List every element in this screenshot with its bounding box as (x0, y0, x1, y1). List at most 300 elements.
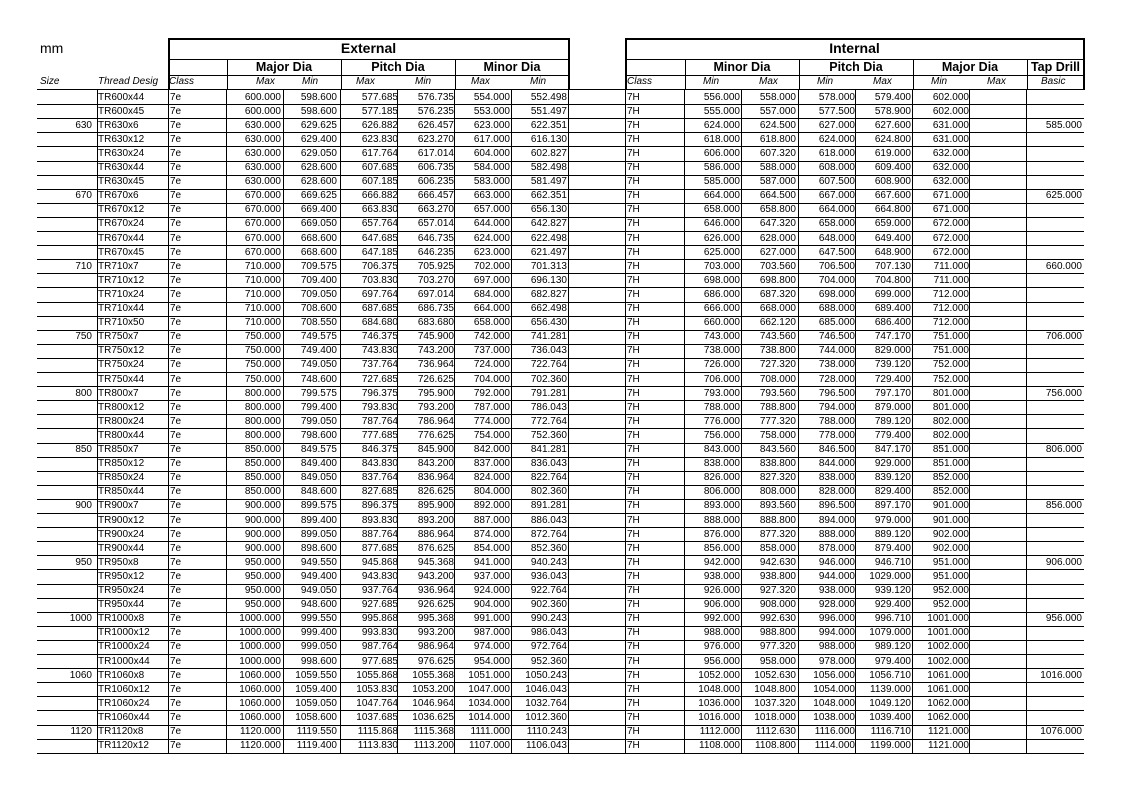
int-class-cell: 7H (627, 486, 640, 498)
int-class-cell: 7H (627, 246, 640, 258)
ext-major-max-subheader: Max (256, 76, 275, 87)
size-cell (38, 317, 92, 329)
int-major-max-cell (971, 190, 1025, 202)
ext-minor-min-subheader: Min (530, 76, 547, 87)
int-major-max-cell (971, 430, 1025, 442)
int-class-cell: 7H (627, 204, 640, 216)
ext-class-cell: 7e (170, 740, 182, 752)
tap-drill-cell: 956.000 (1045, 613, 1082, 625)
int-minor-min-cell: 806.000 (703, 486, 740, 498)
size-cell: 1060 (69, 669, 92, 681)
tap-drill-cell (1028, 486, 1082, 498)
ext-minor-max-cell: 584.000 (473, 162, 510, 173)
int-minor-max-cell: 698.800 (759, 274, 796, 286)
ext-pitch-min-cell: 895.900 (417, 500, 454, 512)
int-minor-max-cell: 1048.800 (754, 683, 796, 695)
ext-major-min-cell: 1119.550 (296, 726, 337, 737)
ext-minor-dia-header: Minor Dia (483, 60, 541, 74)
ext-pitch-max-subheader: Max (356, 76, 375, 87)
thread-desig-cell: TR800x12 (98, 401, 145, 413)
ext-minor-min-cell: 940.243 (530, 556, 567, 568)
ext-pitch-max-cell: 796.375 (361, 387, 398, 399)
ext-minor-min-cell: 1012.360 (525, 711, 567, 723)
ext-minor-min-cell: 802.360 (530, 486, 567, 498)
int-major-min-subheader: Min (931, 76, 948, 87)
ext-pitch-min-cell: 893.200 (417, 514, 454, 526)
int-major-min-cell: 801.000 (932, 401, 969, 413)
ext-pitch-max-cell: 1055.868 (356, 669, 398, 681)
ext-major-min-cell: 849.575 (300, 444, 337, 455)
tap-drill-cell (1028, 374, 1082, 386)
int-minor-max-cell: 627.000 (759, 246, 796, 258)
tap-drill-cell (1028, 472, 1082, 484)
size-cell: 900 (75, 500, 92, 512)
int-minor-max-cell: 977.320 (759, 641, 796, 653)
ext-major-min-cell: 598.600 (300, 91, 337, 103)
thread-desig-cell: TR670x44 (98, 232, 145, 244)
int-class-cell: 7H (627, 147, 640, 159)
int-major-max-cell (971, 529, 1025, 541)
ext-pitch-min-cell: 705.925 (417, 260, 454, 272)
ext-pitch-min-cell: 826.625 (417, 486, 454, 498)
ext-minor-max-cell: 787.000 (473, 401, 510, 413)
int-major-max-cell (971, 599, 1025, 611)
ext-minor-max-cell: 824.000 (473, 472, 510, 484)
int-minor-min-cell: 585.000 (703, 176, 740, 188)
ext-pitch-max-cell: 666.882 (361, 190, 398, 202)
tap-drill-cell: 906.000 (1045, 556, 1082, 568)
ext-minor-max-cell: 644.000 (473, 218, 510, 230)
tap-drill-cell (1028, 162, 1082, 174)
int-major-min-cell: 602.000 (932, 91, 969, 103)
int-pitch-max-cell: 829.400 (874, 486, 911, 498)
int-minor-min-cell: 793.000 (703, 387, 740, 399)
ext-pitch-max-cell: 697.764 (361, 288, 398, 300)
int-pitch-max-cell: 1139.000 (870, 683, 911, 695)
ext-pitch-max-cell: 657.764 (361, 218, 398, 230)
int-minor-max-cell: 557.000 (759, 105, 796, 117)
ext-minor-min-cell: 1032.764 (525, 697, 567, 709)
size-cell: 800 (75, 387, 92, 399)
int-major-min-cell: 632.000 (932, 176, 969, 188)
ext-major-min-cell: 668.600 (300, 232, 337, 244)
ext-minor-max-cell: 684.000 (473, 288, 510, 300)
ext-major-min-cell: 1059.400 (295, 683, 337, 695)
int-pitch-max-cell: 689.400 (874, 303, 911, 314)
int-class-cell: 7H (627, 415, 640, 427)
ext-major-min-cell: 628.600 (300, 176, 337, 188)
ext-minor-min-cell: 741.281 (530, 331, 567, 343)
ext-pitch-min-cell: 1053.200 (412, 683, 454, 695)
ext-minor-min-cell: 736.043 (530, 345, 567, 357)
int-minor-max-cell: 1037.320 (754, 697, 796, 709)
ext-minor-max-cell: 583.000 (473, 176, 510, 188)
int-pitch-min-cell: 1056.000 (813, 669, 855, 681)
size-cell (38, 359, 92, 371)
ext-minor-max-cell: 924.000 (473, 585, 510, 596)
ext-class-cell: 7e (170, 726, 182, 737)
tap-drill-cell (1028, 218, 1082, 230)
ext-minor-min-cell: 581.497 (530, 176, 567, 188)
ext-pitch-min-cell: 795.900 (417, 387, 454, 399)
size-cell (38, 684, 92, 696)
ext-class-cell: 7e (170, 246, 182, 258)
int-pitch-max-cell: 699.000 (874, 288, 911, 300)
int-pitch-max-cell: 686.400 (874, 317, 911, 329)
ext-pitch-min-cell: 576.235 (417, 105, 454, 117)
ext-pitch-max-cell: 1047.764 (356, 697, 398, 709)
ext-class-cell: 7e (170, 683, 182, 695)
ext-major-min-cell: 949.050 (300, 585, 337, 596)
thread-desig-cell: TR600x44 (98, 91, 145, 103)
int-pitch-min-cell: 1048.000 (813, 697, 855, 709)
int-minor-min-cell: 876.000 (703, 528, 740, 540)
int-class-subheader: Class (627, 76, 653, 87)
ext-major-min-cell: 899.575 (300, 500, 337, 512)
ext-class-cell: 7e (170, 697, 182, 709)
ext-minor-max-cell: 604.000 (473, 147, 510, 159)
ext-pitch-min-cell: 626.457 (417, 119, 454, 131)
int-minor-min-cell: 626.000 (703, 232, 740, 244)
ext-class-cell: 7e (170, 458, 182, 470)
ext-pitch-max-cell: 1053.830 (356, 683, 398, 695)
ext-pitch-min-cell: 617.014 (417, 147, 454, 159)
ext-major-min-cell: 849.050 (300, 472, 337, 484)
ext-minor-max-cell: 887.000 (473, 514, 510, 526)
size-cell (38, 303, 92, 315)
ext-pitch-max-cell: 617.764 (361, 147, 398, 159)
ext-major-min-cell: 899.050 (300, 528, 337, 540)
int-pitch-min-cell: 894.000 (818, 514, 855, 526)
int-minor-min-cell: 888.000 (703, 514, 740, 526)
ext-pitch-min-cell: 945.368 (417, 556, 454, 568)
int-pitch-min-cell: 1114.000 (814, 740, 855, 752)
int-class-cell: 7H (627, 232, 640, 244)
ext-major-min-cell: 708.600 (300, 303, 337, 314)
int-major-max-cell (971, 416, 1025, 428)
int-pitch-max-cell: 839.120 (874, 472, 911, 484)
ext-class-cell: 7e (170, 542, 182, 554)
int-major-min-cell: 951.000 (932, 556, 969, 568)
int-class-cell: 7H (627, 585, 640, 596)
ext-major-divider (227, 59, 228, 90)
ext-minor-min-cell: 836.043 (530, 458, 567, 470)
int-class-cell: 7H (627, 288, 640, 300)
int-minor-min-cell: 1036.000 (698, 697, 740, 709)
ext-pitch-min-cell: 606.235 (417, 176, 454, 188)
ext-pitch-max-cell: 1115.868 (357, 726, 398, 737)
ext-major-max-cell: 850.000 (244, 444, 281, 455)
int-minor-max-cell: 808.000 (759, 486, 796, 498)
int-minor-min-cell: 624.000 (703, 119, 740, 131)
ext-major-max-cell: 1000.000 (239, 655, 281, 667)
ext-pitch-min-cell: 666.457 (417, 190, 454, 202)
ext-major-min-cell: 748.600 (300, 373, 337, 385)
int-pitch-min-cell: 648.000 (818, 232, 855, 244)
int-minor-min-cell: 826.000 (703, 472, 740, 484)
ext-minor-max-cell: 941.000 (473, 556, 510, 568)
int-major-max-cell (971, 148, 1025, 160)
ext-minor-max-cell: 991.000 (473, 613, 510, 625)
thread-desig-cell: TR1000x12 (98, 627, 150, 639)
ext-major-min-cell: 949.400 (300, 570, 337, 582)
ext-pitch-min-cell: 995.368 (417, 613, 454, 625)
int-pitch-max-cell: 627.600 (874, 119, 911, 131)
int-class-cell: 7H (627, 570, 640, 582)
ext-class-cell: 7e (170, 585, 182, 596)
ext-minor-min-cell: 722.764 (530, 359, 567, 371)
int-pitch-max-cell: 847.170 (874, 444, 911, 455)
int-pitch-min-cell: 698.000 (818, 288, 855, 300)
int-minor-min-cell: 625.000 (703, 246, 740, 258)
int-pitch-max-cell: 779.400 (874, 429, 911, 441)
int-minor-min-cell: 606.000 (703, 147, 740, 159)
int-pitch-min-cell: 944.000 (818, 570, 855, 582)
size-cell (38, 698, 92, 710)
int-pitch-max-cell: 667.600 (874, 190, 911, 202)
int-major-min-cell: 751.000 (932, 345, 969, 357)
int-major-max-cell (971, 641, 1025, 653)
tap-drill-cell (1028, 402, 1082, 414)
ext-pitch-min-cell: 786.964 (417, 415, 454, 427)
ext-major-min-cell: 949.550 (300, 556, 337, 568)
thread-desig-cell: TR800x7 (98, 387, 139, 399)
size-cell: 630 (75, 119, 92, 131)
int-class-cell: 7H (627, 726, 640, 737)
int-major-max-cell (971, 261, 1025, 273)
int-pitch-max-cell: 704.800 (874, 274, 911, 286)
size-cell (38, 585, 92, 597)
tap-drill-cell (1028, 599, 1082, 611)
int-minor-max-cell: 1112.630 (755, 726, 796, 737)
thread-desig-cell: TR630x24 (98, 147, 145, 159)
ext-class-cell: 7e (170, 641, 182, 653)
thread-desig-subheader: Thread Desig (98, 76, 159, 87)
ext-major-max-cell: 1000.000 (239, 627, 281, 639)
thread-desig-cell: TR800x24 (98, 415, 145, 427)
thread-desig-cell: TR1000x24 (98, 641, 150, 653)
int-class-cell: 7H (627, 697, 640, 709)
int-major-max-cell (971, 233, 1025, 245)
ext-major-max-cell: 850.000 (244, 458, 281, 470)
ext-class-cell: 7e (170, 613, 182, 625)
ext-class-cell: 7e (170, 331, 182, 343)
int-major-min-cell: 901.000 (932, 500, 969, 512)
thread-desig-cell: TR900x7 (98, 500, 139, 512)
thread-desig-cell: TR950x12 (98, 570, 145, 582)
int-class-cell: 7H (627, 444, 640, 455)
thread-desig-cell: TR1120x8 (98, 726, 144, 737)
ext-pitch-min-cell: 845.900 (417, 444, 454, 455)
ext-major-max-cell: 950.000 (244, 585, 281, 596)
tap-drill-cell (1028, 92, 1082, 104)
ext-major-min-cell: 709.050 (300, 288, 337, 300)
ext-pitch-max-cell: 995.868 (361, 613, 398, 625)
int-minor-max-cell: 658.800 (759, 204, 796, 216)
ext-major-min-cell: 1119.400 (296, 740, 337, 752)
int-major-max-cell (971, 458, 1025, 470)
ext-minor-max-cell: 754.000 (473, 429, 510, 441)
ext-major-min-cell: 849.400 (300, 458, 337, 470)
ext-major-max-cell: 1060.000 (239, 697, 281, 709)
int-minor-max-cell: 588.000 (759, 162, 796, 173)
int-pitch-max-cell: 1116.710 (870, 726, 911, 737)
int-class-cell: 7H (627, 542, 640, 554)
ext-class-cell: 7e (170, 91, 182, 103)
ext-minor-max-cell: 837.000 (473, 458, 510, 470)
internal-group-line (625, 59, 1084, 60)
ext-pitch-max-cell: 896.375 (361, 500, 398, 512)
thread-desig-cell: TR1060x44 (98, 711, 150, 723)
int-minor-max-cell: 587.000 (759, 176, 796, 188)
size-cell (38, 656, 92, 668)
int-minor-min-cell: 743.000 (703, 331, 740, 343)
ext-class-cell: 7e (170, 627, 182, 639)
int-major-max-cell (971, 684, 1025, 696)
int-minor-min-cell: 646.000 (703, 218, 740, 230)
ext-pitch-min-cell: 606.735 (417, 162, 454, 173)
ext-minor-max-cell: 623.000 (473, 119, 510, 131)
ext-minor-min-cell: 1106.043 (526, 740, 567, 752)
ext-major-min-cell: 749.050 (300, 359, 337, 371)
tap-drill-cell: 1076.000 (1040, 726, 1082, 737)
int-minor-max-cell: 843.560 (759, 444, 796, 455)
size-cell (38, 641, 92, 653)
ext-minor-min-cell: 772.764 (530, 415, 567, 427)
int-major-min-cell: 672.000 (932, 232, 969, 244)
ext-minor-min-cell: 616.130 (530, 133, 567, 145)
int-class-cell: 7H (627, 345, 640, 357)
ext-pitch-min-cell: 926.625 (417, 599, 454, 611)
ext-class-cell: 7e (170, 387, 182, 399)
int-minor-max-cell: 558.000 (759, 91, 796, 103)
int-minor-min-cell: 738.000 (703, 345, 740, 357)
tap-basic-subheader: Basic (1041, 76, 1066, 87)
tap-drill-cell: 756.000 (1045, 387, 1082, 399)
int-major-min-cell: 672.000 (932, 246, 969, 258)
int-major-max-cell (971, 712, 1025, 724)
size-cell (38, 148, 92, 160)
ext-pitch-min-cell: 793.200 (417, 401, 454, 413)
ext-major-max-cell: 950.000 (244, 570, 281, 582)
ext-class-cell: 7e (170, 500, 182, 512)
int-pitch-min-cell: 667.000 (818, 190, 855, 202)
int-class-cell: 7H (627, 401, 640, 413)
ext-pitch-max-cell: 937.764 (361, 585, 398, 596)
int-minor-min-cell: 988.000 (703, 627, 740, 639)
thread-desig-cell: TR670x6 (98, 190, 139, 202)
tap-drill-cell (1028, 303, 1082, 315)
size-cell (38, 247, 92, 259)
thread-desig-cell: TR900x44 (98, 542, 145, 554)
int-minor-min-cell: 942.000 (703, 556, 740, 568)
int-major-min-cell: 1001.000 (927, 613, 969, 625)
ext-pitch-max-cell: 684.680 (361, 317, 398, 329)
ext-major-max-cell: 1060.000 (239, 669, 281, 681)
ext-major-max-cell: 670.000 (244, 190, 281, 202)
int-minor-dia-header: Minor Dia (713, 60, 771, 74)
ext-major-dia-header: Major Dia (255, 60, 313, 74)
ext-major-min-cell: 999.550 (300, 613, 337, 625)
ext-pitch-max-cell: 727.685 (361, 373, 398, 385)
size-cell (38, 176, 92, 188)
tap-drill-cell (1028, 359, 1082, 371)
ext-minor-max-cell: 1051.000 (468, 669, 510, 681)
int-major-max-cell (971, 571, 1025, 583)
ext-minor-max-cell: 774.000 (473, 415, 510, 427)
int-class-cell: 7H (627, 500, 640, 512)
int-major-max-subheader: Max (987, 76, 1006, 87)
thread-desig-cell: TR710x50 (98, 317, 145, 329)
int-minor-max-cell: 758.000 (759, 429, 796, 441)
ext-pitch-min-cell: 646.735 (417, 232, 454, 244)
int-major-max-cell (971, 331, 1025, 343)
ext-major-max-cell: 1000.000 (239, 613, 281, 625)
ext-major-max-cell: 1060.000 (239, 711, 281, 723)
int-major-max-cell (971, 218, 1025, 230)
tap-drill-cell (1028, 204, 1082, 216)
size-cell (38, 458, 92, 470)
ext-class-cell: 7e (170, 345, 182, 357)
int-minor-max-cell: 703.560 (759, 260, 796, 272)
int-pitch-min-cell: 728.000 (818, 373, 855, 385)
int-pitch-max-cell: 929.000 (874, 458, 911, 470)
ext-minor-max-cell: 704.000 (473, 373, 510, 385)
thread-desig-cell: TR750x44 (98, 373, 145, 385)
tap-drill-cell (1028, 585, 1082, 597)
int-class-cell: 7H (627, 613, 640, 625)
thread-desig-cell: TR710x12 (98, 274, 145, 286)
thread-desig-cell: TR1120x12 (98, 740, 149, 752)
tap-drill-cell: 706.000 (1045, 331, 1082, 343)
ext-minor-min-cell: 621.497 (530, 246, 567, 258)
int-minor-max-cell: 858.000 (759, 542, 796, 554)
ext-major-max-cell: 950.000 (244, 599, 281, 611)
int-class-cell: 7H (627, 373, 640, 385)
int-pitch-max-cell: 946.710 (874, 556, 911, 568)
int-pitch-min-cell: 996.000 (818, 613, 855, 625)
int-pitch-min-cell: 1054.000 (813, 683, 855, 695)
size-cell (38, 430, 92, 442)
size-cell (38, 233, 92, 245)
ext-class-cell: 7e (170, 105, 182, 117)
ext-major-min-cell: 848.600 (300, 486, 337, 498)
int-minor-min-cell: 658.000 (703, 204, 740, 216)
int-minor-max-cell: 888.800 (759, 514, 796, 526)
ext-minor-min-cell: 936.043 (530, 570, 567, 582)
ext-class-cell: 7e (170, 570, 182, 582)
int-major-max-cell (971, 359, 1025, 371)
ext-major-max-cell: 600.000 (244, 105, 281, 117)
size-cell: 750 (75, 331, 92, 343)
ext-class-cell: 7e (170, 204, 182, 216)
int-minor-max-cell: 607.320 (759, 147, 796, 159)
thread-desig-cell: TR1060x8 (98, 669, 145, 681)
int-major-min-cell: 852.000 (932, 486, 969, 498)
ext-pitch-max-cell: 945.868 (361, 556, 398, 568)
int-class-cell: 7H (627, 627, 640, 639)
size-cell (38, 472, 92, 484)
ext-major-min-cell: 898.600 (300, 542, 337, 554)
int-minor-max-cell: 838.800 (759, 458, 796, 470)
ext-minor-min-cell: 701.313 (530, 260, 567, 272)
int-major-max-cell (971, 670, 1025, 682)
int-minor-max-cell: 877.320 (759, 528, 796, 540)
int-pitch-max-cell: 789.120 (874, 415, 911, 427)
size-cell: 1120 (70, 726, 92, 737)
int-pitch-min-cell: 624.000 (818, 133, 855, 145)
ext-class-cell: 7e (170, 711, 182, 723)
